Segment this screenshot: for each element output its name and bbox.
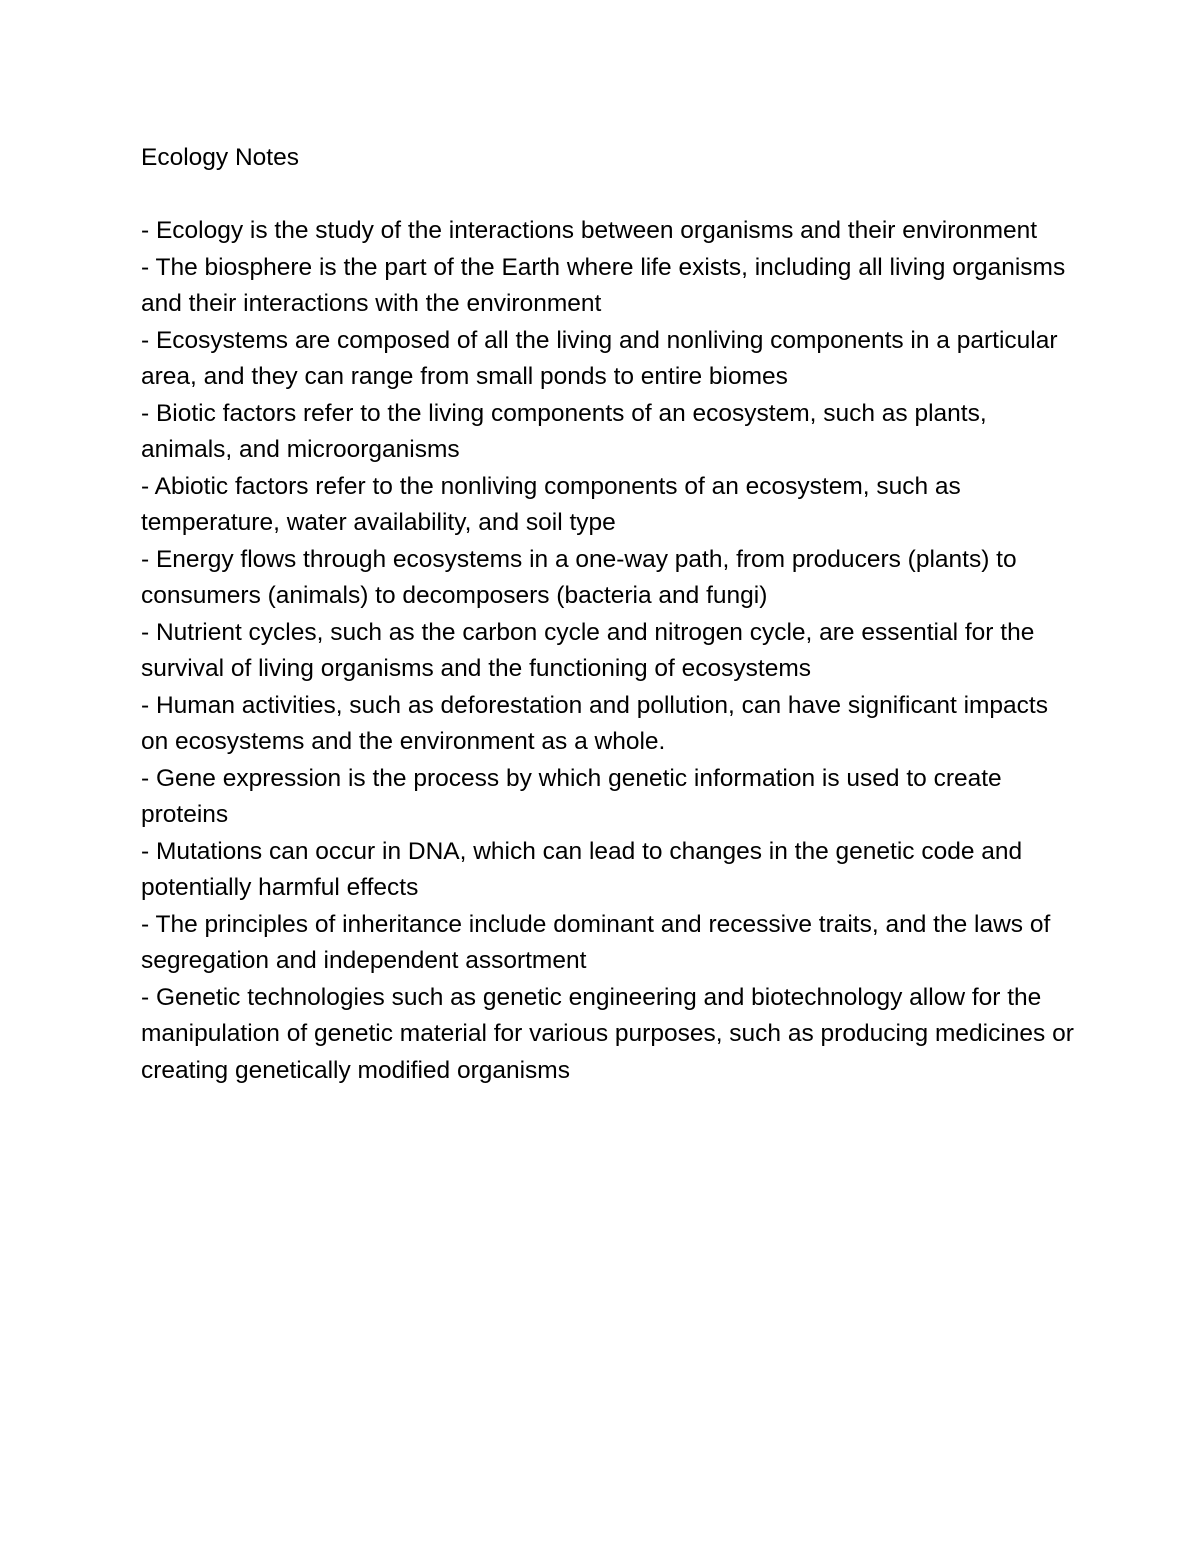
notes-list xyxy=(141,213,1081,1089)
note-item: - Energy flows through ecosystems in a one-way path, from producers (plants) to consumers (animals) to decomposers (bacteria and fungi) xyxy=(141,545,1017,609)
blank-line xyxy=(141,177,1081,214)
note-item: - Genetic technologies such as genetic engineering and biotechnology allow for the manipulation of genetic material for various purposes, such as producing medicines or creating genetically modified organisms xyxy=(141,983,1074,1084)
document-body xyxy=(141,140,1081,1089)
note-item: - Abiotic factors refer to the nonliving components of an ecosystem, such as temperature, water availability, and soil type xyxy=(141,472,961,536)
note-item: - Mutations can occur in DNA, which can lead to changes in the genetic code and potentially harmful effects xyxy=(141,837,1023,901)
note-item: - Ecology is the study of the interactions between organisms and their environment xyxy=(141,217,1038,244)
note-item: - Ecosystems are composed of all the living and nonliving components in a particular area, and they can range from small ponds to entire biomes xyxy=(141,326,1058,390)
note-item: - The biosphere is the part of the Earth where life exists, including all living organisms and their interactions with the environment xyxy=(141,253,1066,317)
note-item: - Human activities, such as deforestation and pollution, can have significant impacts on ecosystems and the environment as a whole. xyxy=(141,691,1048,755)
note-item: - Nutrient cycles, such as the carbon cycle and nitrogen cycle, are essential for the survival of living organisms and the functioning of ecosystems xyxy=(141,618,1035,682)
document-title: Ecology Notes xyxy=(141,144,299,171)
note-item: - The principles of inheritance include dominant and recessive traits, and the laws of segregation and independent assortment xyxy=(141,910,1051,974)
note-item: - Gene expression is the process by which genetic information is used to create proteins xyxy=(141,764,1002,828)
note-item: - Biotic factors refer to the living components of an ecosystem, such as plants, animals, and microorganisms xyxy=(141,399,987,463)
